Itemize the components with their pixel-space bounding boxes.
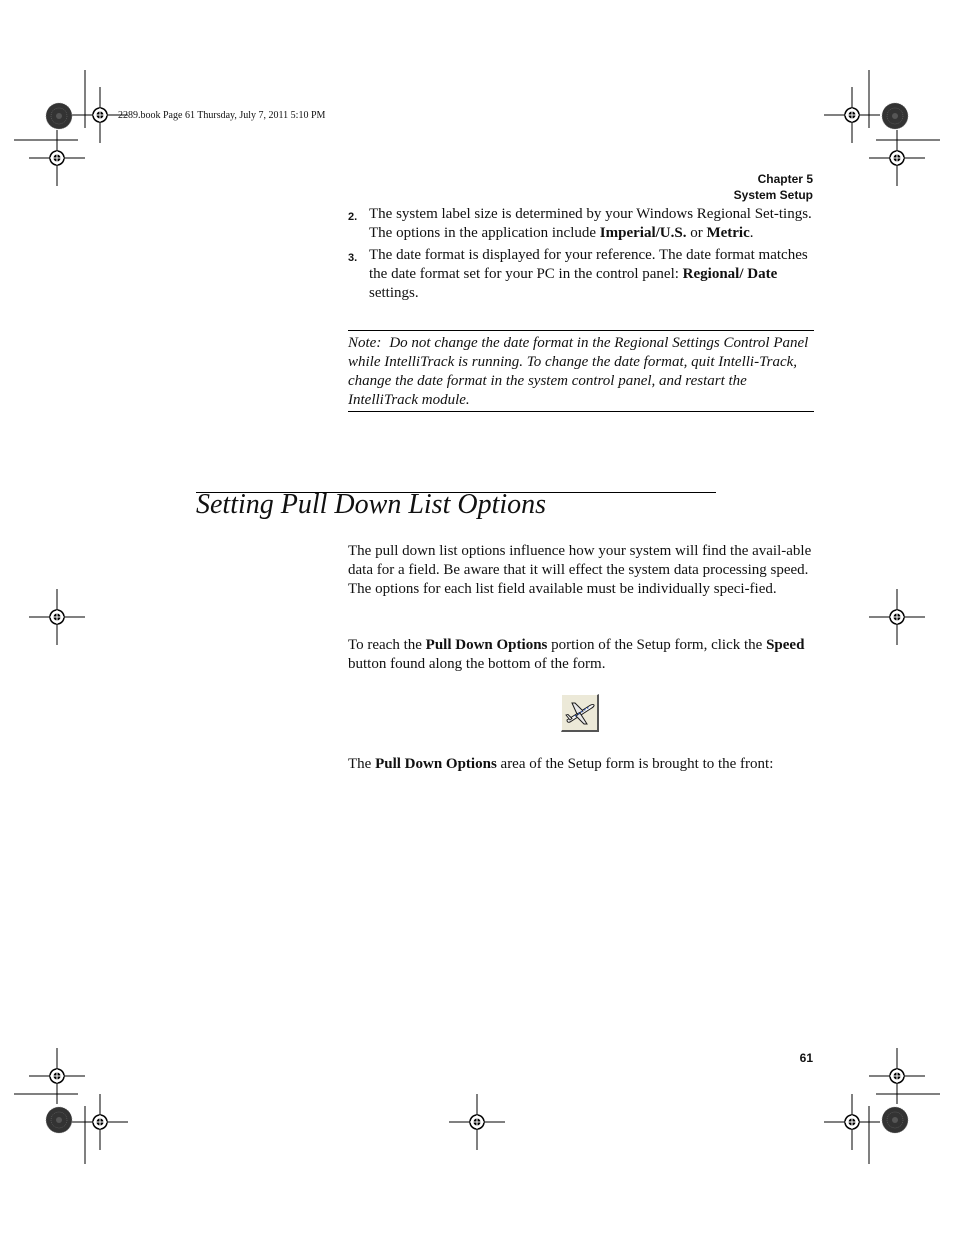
section-heading: Setting Pull Down List Options <box>196 489 547 520</box>
page-number: 61 <box>799 1051 813 1065</box>
text-run: button found along the bottom of the form. <box>348 656 606 672</box>
running-head <box>734 171 813 203</box>
step-number: 2. <box>348 211 358 223</box>
closing-paragraph <box>348 755 814 774</box>
book-slug: 2289.book Page 61 Thursday, July 7, 2011 5:10 PM <box>118 110 326 121</box>
note-text: Do not change the date format in the Regional Settings Control Panel while IntelliTrack is running. To change the date format, quit Intelli-Track, change the date format in the system control panel, and restart the IntelliTrack module. <box>348 335 809 408</box>
step-text <box>369 205 814 243</box>
note-box <box>348 330 814 412</box>
text-run: portion of the Setup form, click the <box>547 637 767 653</box>
step-item <box>348 246 814 303</box>
bold-term: Pull Down Options <box>425 637 548 653</box>
step-text-run: settings. <box>369 285 419 301</box>
airplane-icon <box>562 695 597 730</box>
chapter-label: Chapter 5 <box>757 172 813 186</box>
step-bold-term: Regional/ Date <box>682 266 778 282</box>
step-number: 3. <box>348 252 358 264</box>
step-text <box>369 246 814 303</box>
speed-button[interactable] <box>561 694 599 732</box>
bold-term: Speed <box>766 637 805 653</box>
text-run: To reach the <box>348 637 426 653</box>
step-text-run: . <box>749 225 754 241</box>
step-text-run: The system label size is determined by your Windows Regional Set-tings. The options in the application include <box>369 206 812 241</box>
step-text-run: or <box>686 225 707 241</box>
text-run: area of the Setup form is brought to the front: <box>496 756 774 772</box>
intro-paragraph: The pull down list options influence how your system will find the avail-able data for a field. Be aware that it will effect the system data processing speed. The options for each list field available must be individually speci-fied. <box>348 543 812 597</box>
instruction-paragraph <box>348 636 814 674</box>
text-run: The <box>348 756 376 772</box>
step-bold-term: Imperial/U.S. <box>599 225 687 241</box>
numbered-steps <box>348 205 814 306</box>
step-bold-term: Metric <box>706 225 750 241</box>
step-text-run: The date format is displayed for your reference. The date format matches the date format set for your PC in the control panel: <box>369 247 808 282</box>
note-label: Note: <box>348 335 382 351</box>
step-item <box>348 205 814 243</box>
bold-term: Pull Down Options <box>375 756 497 772</box>
section-label: System Setup <box>733 188 813 202</box>
